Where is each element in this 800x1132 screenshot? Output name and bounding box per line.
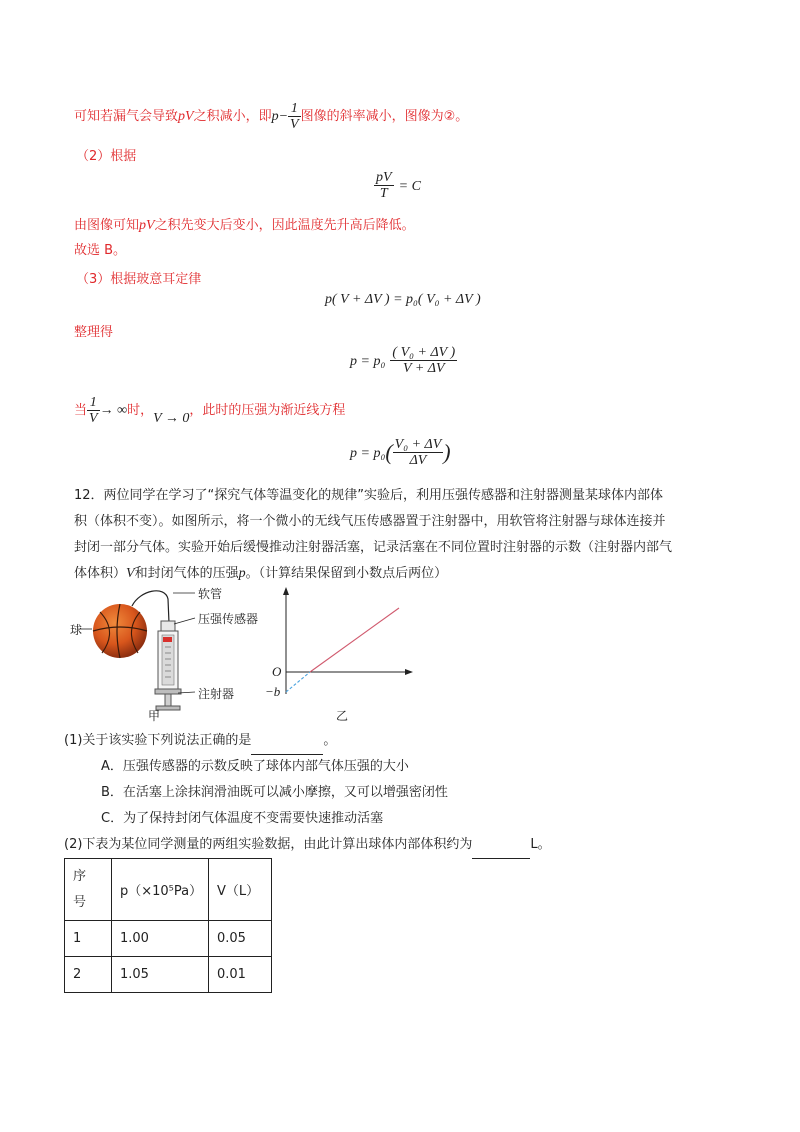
- question-line-3: 封闭一部分气体。实验开始后缓慢推动注射器活塞，记录活塞在不同位置时注射器的示数（注射器内部气: [74, 540, 673, 555]
- answer-blank-1[interactable]: [251, 728, 323, 755]
- label-soft-tube: 软管: [198, 587, 223, 601]
- basketball-ball: [93, 604, 147, 658]
- limit-condition-line: [74, 395, 345, 426]
- cell-pressure: 1.00: [112, 921, 209, 957]
- text: 由图像可知: [74, 218, 140, 233]
- header-pressure: p（×10⁵Pa）: [112, 859, 209, 921]
- denominator: V + ΔV: [403, 361, 445, 376]
- data-line: [310, 608, 399, 672]
- data-table: [64, 858, 272, 993]
- math-p: p: [238, 566, 246, 581]
- sub-question-2-stem: [64, 832, 551, 859]
- ideal-gas-equation: [374, 170, 421, 201]
- text: 体体积）: [74, 566, 127, 581]
- text: (1)关于该实验下列说法正确的是: [64, 733, 252, 748]
- option-b: B．在活塞上涂抹润滑油既可以减小摩擦，又可以增强密闭性: [101, 785, 448, 800]
- equation-lhs: p = p₀: [350, 354, 386, 369]
- paren-left: (: [385, 439, 393, 465]
- question-line-2: 积（体积不变）。如图所示，将一个微小的无线气压传感器置于注射器中，用软管将注射器与球体连接并: [74, 514, 666, 529]
- cell-index: 1: [65, 921, 112, 957]
- denominator: V: [89, 411, 98, 426]
- option-c: C．为了保持封闭气体温度不变需要快速推动活塞: [101, 811, 384, 826]
- numerator: ( V₀ + ΔV ): [392, 345, 456, 360]
- math-v: V: [126, 566, 135, 581]
- sub-question-1-stem: [64, 728, 336, 755]
- answer-choice: 故选 B。: [74, 243, 127, 258]
- denominator: V: [290, 117, 299, 132]
- text: ，此时的压强为渐近线方程: [189, 403, 346, 418]
- text: 。（计算结果保留到小数点后两位）: [245, 566, 448, 581]
- pressure-equation: [350, 345, 457, 376]
- x-axis-arrow-icon: [405, 669, 413, 675]
- caption-jia: 甲: [148, 709, 161, 723]
- boyle-equation: p( V + ΔV ) = p₀( V₀ + ΔV ): [325, 292, 481, 307]
- text: 时，: [127, 403, 154, 418]
- asymptote-equation: [350, 437, 451, 468]
- math-minus: −: [278, 109, 289, 124]
- denominator: T: [379, 186, 388, 201]
- explanation-line-1: [74, 101, 468, 132]
- fraction: [393, 437, 444, 468]
- fraction-pv-over-t: [374, 170, 394, 201]
- label-pressure-sensor: 压强传感器: [198, 612, 259, 626]
- extrapolated-dashed-line: [286, 672, 310, 692]
- text: (2)下表为某位同学测量的两组实验数据，由此计算出球体内部体积约为: [64, 837, 473, 852]
- syringe: [155, 621, 181, 710]
- equation-rhs: = C: [398, 179, 421, 194]
- question-line-1: 12．两位同学在学习了“探究气体等温变化的规律”实验后，利用压强传感器和注射器测量某球体内部体: [74, 488, 664, 503]
- text: 之积先变大后变小，因此温度先升高后降低。: [154, 218, 415, 233]
- caption-yi: 乙: [336, 709, 349, 723]
- label-syringe: 注射器: [198, 687, 235, 701]
- explanation-line-2: [74, 214, 415, 234]
- header-volume: V（L）: [209, 859, 272, 921]
- intercept-label: −b: [265, 684, 281, 699]
- organize-label: 整理得: [74, 325, 114, 340]
- text: 当: [74, 403, 88, 418]
- denominator: ΔV: [409, 453, 427, 468]
- text: 图像的斜率减小，图像为②。: [300, 109, 469, 124]
- label-ball: 球: [70, 623, 83, 637]
- cell-volume: 0.01: [209, 957, 272, 993]
- table-row: [65, 921, 272, 957]
- arrow-infinity: → ∞: [99, 403, 128, 418]
- numerator: 1: [87, 395, 100, 411]
- paren-right: ): [443, 439, 451, 465]
- math-pv: pV: [139, 218, 155, 233]
- equation-lhs: p = p₀: [350, 446, 386, 461]
- numerator: V₀ + ΔV: [394, 437, 442, 452]
- text: 可知若漏气会导致: [74, 109, 179, 124]
- math-pv: pV: [178, 109, 194, 124]
- part2-heading: （2）根据: [76, 149, 137, 164]
- text: 之积减小，即: [193, 109, 272, 124]
- text: 和封闭气体的压强: [134, 566, 239, 581]
- fraction: [390, 345, 457, 376]
- fraction-1-over-v: [87, 395, 100, 426]
- answer-blank-2[interactable]: [472, 832, 530, 859]
- fraction-1-over-v: [288, 101, 301, 132]
- origin-label: O: [272, 664, 282, 679]
- table-row: [65, 957, 272, 993]
- text: 序: [73, 868, 87, 884]
- math-p: p: [271, 109, 279, 124]
- option-a: A．压强传感器的示数反映了球体内部气体压强的大小: [101, 759, 409, 774]
- figure-yi-graph: [258, 586, 418, 698]
- cell-pressure: 1.05: [112, 957, 209, 993]
- text: L。: [530, 837, 551, 852]
- table-header-row: [65, 859, 272, 921]
- header-index: [65, 859, 112, 921]
- text: 号: [73, 894, 87, 910]
- question-line-4: [74, 561, 447, 587]
- numerator: 1: [288, 101, 301, 117]
- numerator: pV: [376, 170, 392, 185]
- part3-heading: （3）根据玻意耳定律: [76, 272, 202, 287]
- figure-jia-apparatus: [70, 585, 280, 720]
- pressure-sensor: [163, 637, 172, 642]
- cell-volume: 0.05: [209, 921, 272, 957]
- text: 。: [323, 733, 337, 748]
- y-axis-arrow-icon: [283, 587, 289, 595]
- cell-index: 2: [65, 957, 112, 993]
- math-v-to-zero: V → 0: [153, 411, 190, 426]
